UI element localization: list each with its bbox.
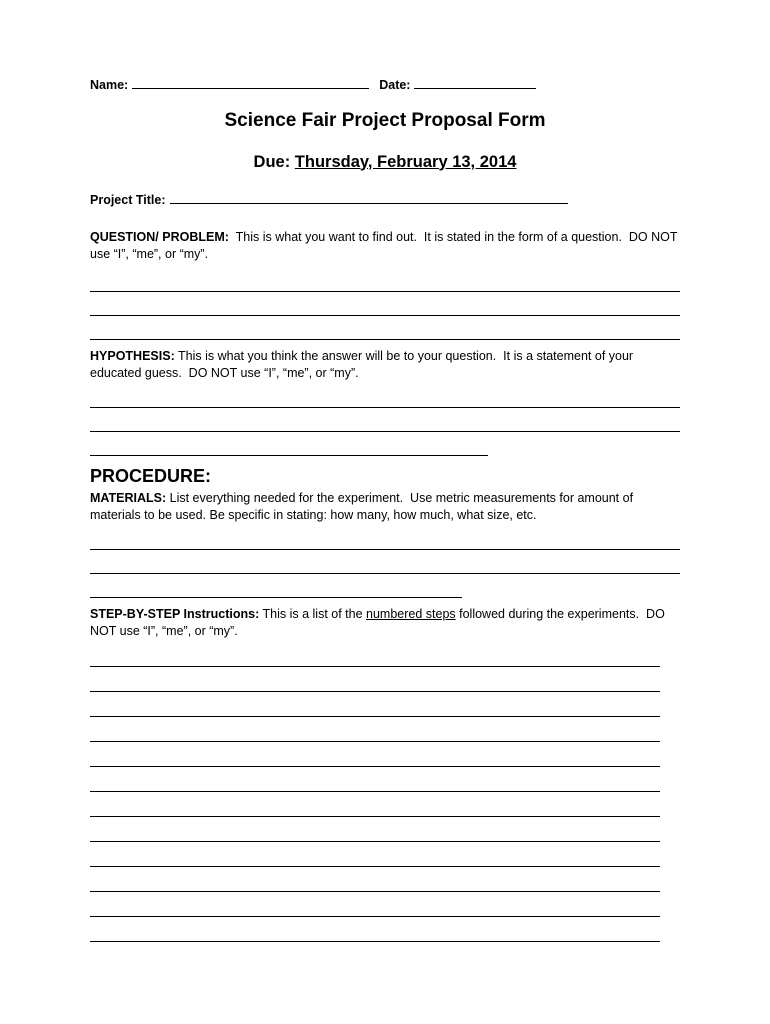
materials-answer-line[interactable] [90,550,680,574]
materials-answer-lines [90,526,680,598]
steps-instructions [90,606,680,640]
materials-text: List everything needed for the experiment. Use metric measurements for amount of materials to be used. Be specific in stating: how many, how much, what size, etc. [90,491,637,523]
form-title: Science Fair Project Proposal Form [224,109,546,131]
materials-answer-line[interactable] [90,526,680,550]
materials-answer-line[interactable] [90,574,462,598]
steps-answer-line[interactable] [90,692,660,717]
steps-answer-line[interactable] [90,642,660,667]
materials-instructions [90,490,680,524]
project-title-blank[interactable] [170,191,568,204]
steps-answer-line[interactable] [90,892,660,917]
steps-answer-line[interactable] [90,867,660,892]
steps-answer-line[interactable] [90,742,660,767]
steps-answer-line[interactable] [90,842,660,867]
question-answer-line[interactable] [90,292,680,316]
steps-answer-lines [90,642,680,942]
hypothesis-answer-line[interactable] [90,384,680,408]
hypothesis-answer-line[interactable] [90,408,680,432]
steps-underlined-text: numbered steps [366,607,456,622]
question-answer-lines [90,268,680,340]
project-title-row [90,191,680,209]
name-label: Name: [90,78,129,92]
hypothesis-text: This is what you think the answer will be to your question. It is a statement of your educated guess. DO NOT use “I”, “me”, or “my”. [90,349,637,381]
steps-answer-line[interactable] [90,767,660,792]
steps-answer-line[interactable] [90,792,660,817]
question-label: QUESTION/ PROBLEM: [90,229,229,244]
steps-answer-line[interactable] [90,917,660,942]
steps-answer-line[interactable] [90,717,660,742]
question-answer-line[interactable] [90,316,680,340]
hypothesis-label: HYPOTHESIS: [90,349,175,364]
procedure-heading: PROCEDURE: [90,466,212,487]
name-blank[interactable] [132,76,369,89]
question-answer-line[interactable] [90,268,680,292]
steps-label: STEP-BY-STEP Instructions: [90,607,260,622]
project-title-label: Project Title: [90,192,166,207]
steps-answer-line[interactable] [90,817,660,842]
due-label: Due: [253,152,295,171]
date-label: Date: [379,78,411,92]
question-text: This is what you want to find out. It is stated in the form of a question. DO NOT use “I”, “me”, or “my”. [90,229,681,261]
steps-answer-line[interactable] [90,667,660,692]
hypothesis-instructions [90,348,680,382]
steps-text-before: This is a list of the [259,607,367,622]
due-heading [90,151,680,173]
name-date-row [90,76,680,94]
hypothesis-answer-lines [90,384,680,456]
hypothesis-answer-line[interactable] [90,432,488,456]
materials-label: MATERIALS: [90,491,167,506]
due-date: Thursday, February 13, 2014 [294,152,517,171]
question-instructions [90,229,680,263]
date-blank[interactable] [414,76,536,89]
steps-text-after: followed during the experiments. DO NOT use “I”, “me”, or “my”. [90,607,669,639]
